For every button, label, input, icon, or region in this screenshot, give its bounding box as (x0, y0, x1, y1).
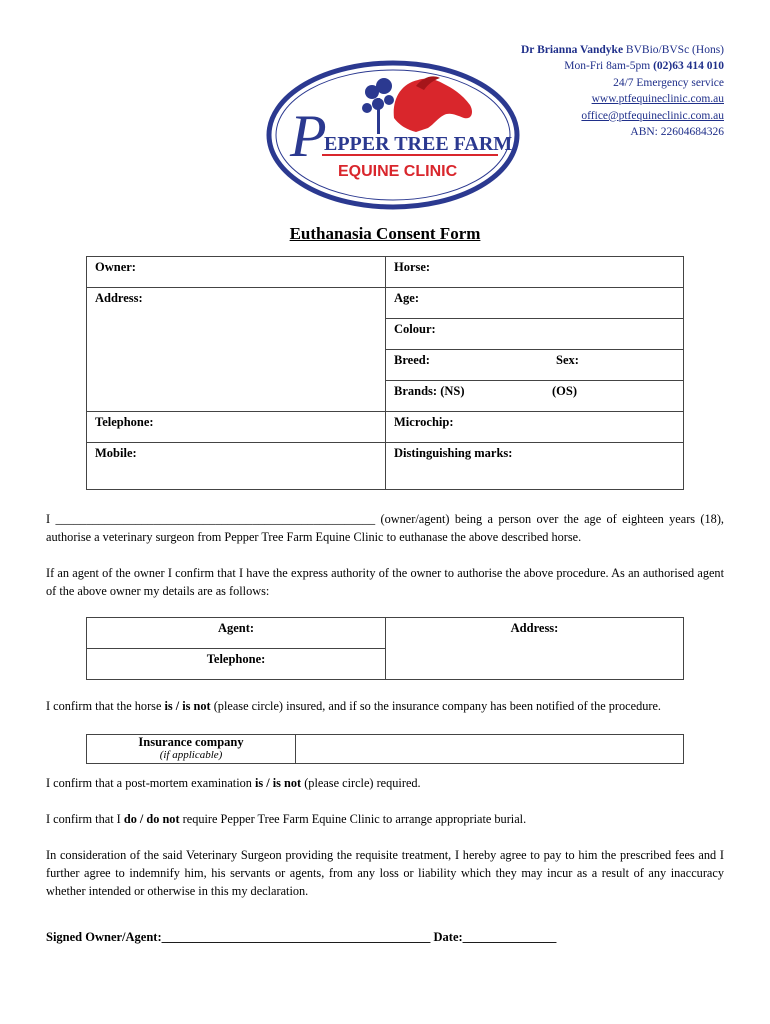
burial-choice[interactable]: do / do not (123, 812, 180, 826)
telephone-field[interactable]: Telephone: (87, 412, 386, 443)
abn: ABN: 22604684326 (630, 126, 724, 139)
horse-details-table (86, 256, 684, 490)
agent-field[interactable]: Agent: (87, 618, 386, 649)
horse-field[interactable]: Horse: (386, 257, 684, 288)
postmortem-paragraph (46, 774, 724, 792)
burial-text-post: require Pepper Tree Farm Equine Clinic to arrange appropriate burial. (179, 812, 527, 826)
burial-paragraph (46, 810, 724, 828)
signature-line[interactable] (46, 930, 556, 945)
owner-field[interactable]: Owner: (87, 257, 386, 288)
microchip-field[interactable]: Microchip: (386, 412, 684, 443)
distinguishing-marks-field[interactable]: Distinguishing marks: (386, 443, 684, 490)
insurance-company-field[interactable] (296, 735, 684, 764)
date-field[interactable]: Date:_______________ (433, 930, 557, 944)
signed-owner-agent[interactable]: Signed Owner/Agent:___________________________________________ (46, 930, 434, 944)
brands-os-label: (OS) (552, 384, 577, 398)
insured-text-pre: I confirm that the horse (46, 699, 165, 713)
logo-letter-p: P (290, 103, 327, 169)
burial-text-pre: I confirm that I (46, 812, 124, 826)
insured-text-post: (please circle) insured, and if so the insurance company has been notified of the procedure. (210, 699, 662, 713)
postmortem-choice[interactable]: is / is not (255, 776, 302, 790)
mobile-field[interactable]: Mobile: (87, 443, 386, 490)
brands-ns-label: Brands: (NS) (394, 384, 465, 398)
breed-sex-field[interactable] (386, 350, 684, 381)
indemnity-paragraph: In consideration of the said Veterinary Surgeon providing the requisite treatment, I hereby agree to pay to him the prescribed fees and I further agree to indemnify him, his servants or agents, from any loss or liability which they may incur as a result of any inaccuracy whether intended or otherwise in this my declaration. (46, 848, 724, 898)
agent-telephone-field[interactable]: Telephone: (87, 649, 386, 680)
clinic-phone: (02)63 414 010 (653, 60, 724, 73)
insured-choice[interactable]: is / is not (164, 699, 211, 713)
agent-authority-paragraph: If an agent of the owner I confirm that I have the express authority of the owner to authorise the above procedure. As an authorised agent of the above owner my details are as follows: (46, 566, 724, 598)
clinic-logo (266, 60, 520, 210)
insurance-label-cell (87, 735, 296, 764)
website-link[interactable]: www.ptfequineclinic.com.au (591, 93, 724, 106)
address-field[interactable]: Address: (87, 288, 386, 412)
insurance-note: (if applicable) (159, 749, 223, 761)
agent-details-table (86, 617, 684, 680)
clinic-hours: Mon-Fri 8am-5pm (564, 60, 654, 73)
breed-label: Breed: (394, 353, 430, 367)
insurance-company-label: Insurance company (138, 735, 244, 749)
insurance-paragraph (46, 697, 724, 715)
logo-line1: EPPER TREE FARM (324, 133, 513, 155)
age-field[interactable]: Age: (386, 288, 684, 319)
logo-line2: EQUINE CLINIC (338, 163, 458, 180)
authorisation-paragraph: I ____________________________________________________ (owner/agent) being a person over the age of eighteen years (18), authorise a veterinary surgeon from Pepper Tree Farm Equine Clinic to euthanase the above described horse. (46, 512, 724, 544)
postmortem-text-post: (please circle) required. (301, 776, 421, 790)
colour-field[interactable]: Colour: (386, 319, 684, 350)
email-link[interactable]: office@ptfequineclinic.com.au (581, 109, 724, 122)
doctor-name: Dr Brianna Vandyke (521, 44, 624, 56)
agent-address-field[interactable]: Address: (386, 618, 684, 680)
sex-label: Sex: (556, 353, 579, 367)
form-title: Euthanasia Consent Form (289, 224, 481, 243)
brands-field[interactable] (386, 381, 684, 412)
postmortem-text-pre: I confirm that a post-mortem examination (46, 776, 255, 790)
emergency-service: 24/7 Emergency service (613, 76, 724, 89)
insurance-table (86, 734, 684, 764)
doctor-qualifications: BVBio/BVSc (Hons) (623, 44, 724, 56)
